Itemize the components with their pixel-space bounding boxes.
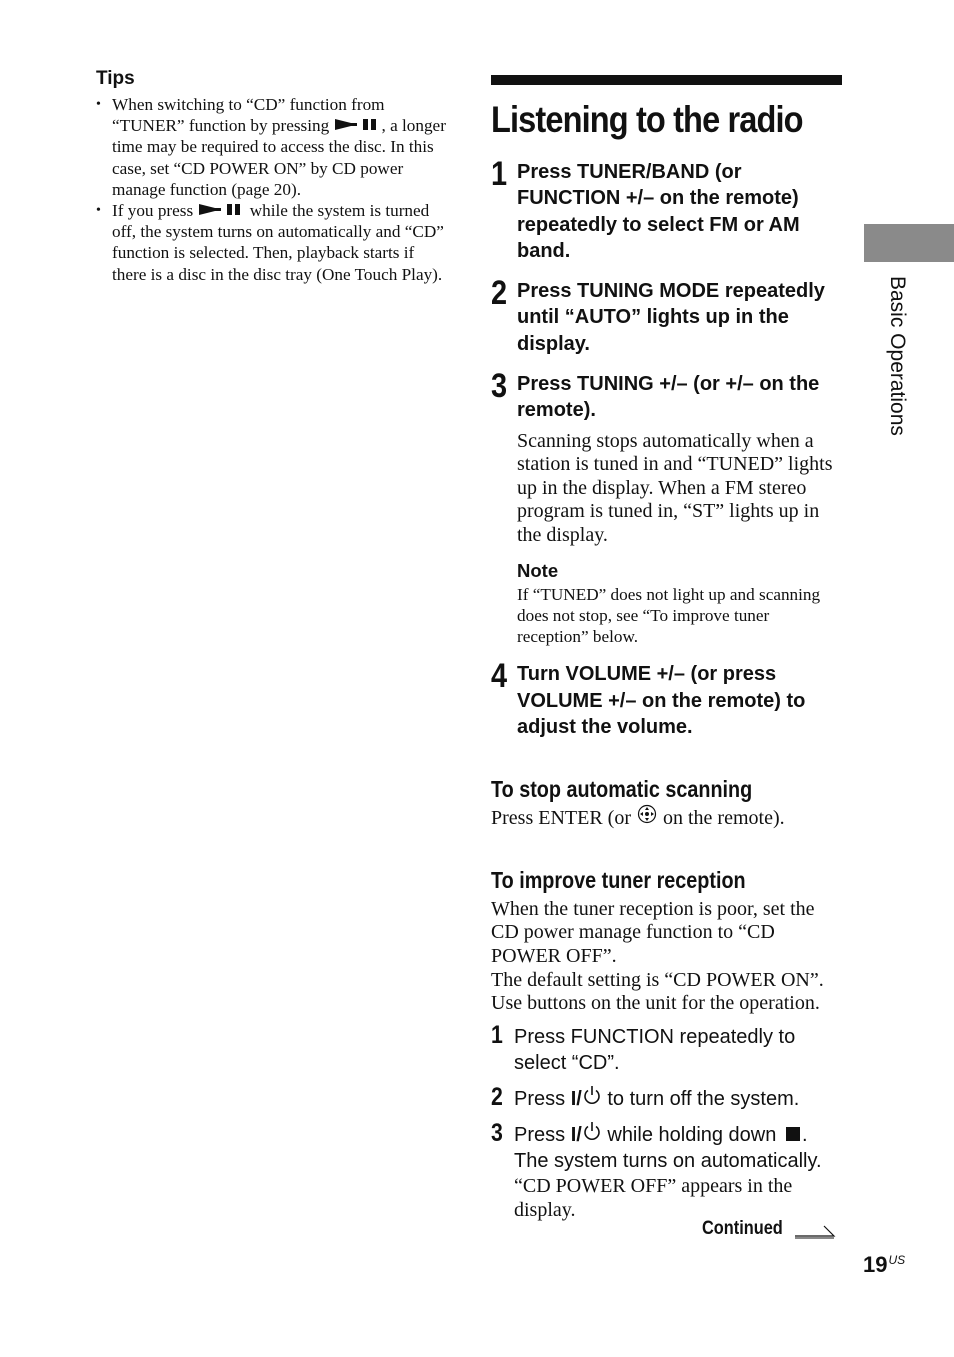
tip-text: , a longer time may be required to access the disc. In this case, set “CD POWER ON” by CD power manage function (page 20). [112, 116, 446, 199]
step-number: 4 [491, 657, 508, 696]
step-text-part: while holding down [601, 1123, 782, 1146]
improve-step-3 [491, 1118, 843, 1222]
step-text: Press TUNING +/– (or +/– on the remote). [517, 373, 820, 422]
play-pause-icon [199, 200, 243, 221]
step-number: 3 [491, 367, 508, 406]
improve-step-2 [491, 1082, 843, 1112]
step-1 [491, 155, 843, 264]
stop-scanning-text-before: Press ENTER (or [491, 807, 636, 830]
enter-icon [637, 804, 657, 831]
section-tab-text: Basic Operations [886, 276, 909, 436]
step-text-part: to turn off the system. [601, 1087, 800, 1110]
power-icon [583, 1121, 601, 1148]
note-title: Note [517, 559, 559, 581]
improve-para: The default setting is “CD POWER ON”. [491, 968, 824, 991]
section-tab-label [877, 276, 917, 476]
tip-item [96, 200, 448, 285]
step-number: 3 [491, 1118, 503, 1147]
play-pause-icon [335, 115, 379, 136]
tip-text: When switching to “CD” function from “TUNER” function by pressing [112, 95, 385, 136]
power-label: I/ [570, 1087, 582, 1110]
power-label: I/ [570, 1123, 582, 1146]
continued-label: Continued [702, 1218, 783, 1239]
step-2 [491, 274, 843, 357]
page-number [863, 1252, 905, 1278]
improve-para: Use buttons on the unit for the operation. [491, 992, 820, 1015]
improve-step-1 [491, 1020, 843, 1076]
step-4 [491, 657, 843, 740]
step-body: “CD POWER OFF” appears in the display. [514, 1174, 793, 1221]
step-number: 2 [491, 1082, 503, 1111]
step-number: 1 [491, 1020, 503, 1049]
tip-item [96, 94, 448, 200]
note-body: If “TUNED” does not light up and scanning does not stop, see “To improve tuner reception” below. [517, 584, 821, 647]
section-tab [864, 224, 954, 262]
title-rule [491, 75, 842, 85]
page-number-value: 19 [863, 1252, 888, 1277]
page-number-suffix: US [888, 1253, 906, 1267]
stop-scanning-text [491, 807, 843, 831]
step-number: 1 [491, 155, 508, 193]
improve-para: When the tuner reception is poor, set the CD power manage function to “CD POWER OFF”. [491, 897, 815, 968]
tips-section [96, 68, 448, 285]
continued-arrow-icon [794, 1222, 836, 1245]
improve-heading: To improve tuner reception [491, 866, 746, 893]
tips-title: Tips [96, 68, 135, 89]
step-text-part: Press [514, 1123, 571, 1146]
step-text: Turn VOLUME +/– (or press VOLUME +/– on the remote) to adjust the volume. [517, 663, 806, 738]
step-text [514, 1122, 843, 1148]
step-3 [491, 367, 843, 647]
step-text-part: . [801, 1123, 808, 1146]
step-text-part: Press [514, 1087, 571, 1110]
stop-scanning-heading: To stop automatic scanning [491, 776, 753, 803]
step-text: Press TUNER/BAND (or FUNCTION +/– on the remote) repeatedly to select FM or AM band. [517, 161, 800, 262]
radio-section [491, 75, 843, 1222]
step-text: Press FUNCTION repeatedly to select “CD”. [514, 1025, 796, 1074]
step-text: The system turns on automatically. [514, 1149, 822, 1172]
step-text: Press TUNING MODE repeatedly until “AUTO” lights up in the display. [517, 280, 825, 355]
step-text [514, 1086, 843, 1112]
tip-text: If you press [112, 201, 198, 221]
page-title: Listening to the radio [491, 99, 803, 140]
tips-list [96, 94, 448, 285]
stop-scanning-text-after: on the remote). [657, 807, 785, 830]
stop-icon [786, 1127, 800, 1141]
step-body: Scanning stops automatically when a station is tuned in and “TUNED” lights up in the display. When a FM stereo program is tuned in, “ST” lights up in the display. [517, 429, 833, 547]
step-number: 2 [491, 274, 508, 313]
tip-text: while the system is turned off, the system turns on automatically and “CD” function is selected. Then, playback starts if there is a disc in the disc tray (One Touch Play). [112, 201, 444, 284]
power-icon [583, 1085, 601, 1112]
